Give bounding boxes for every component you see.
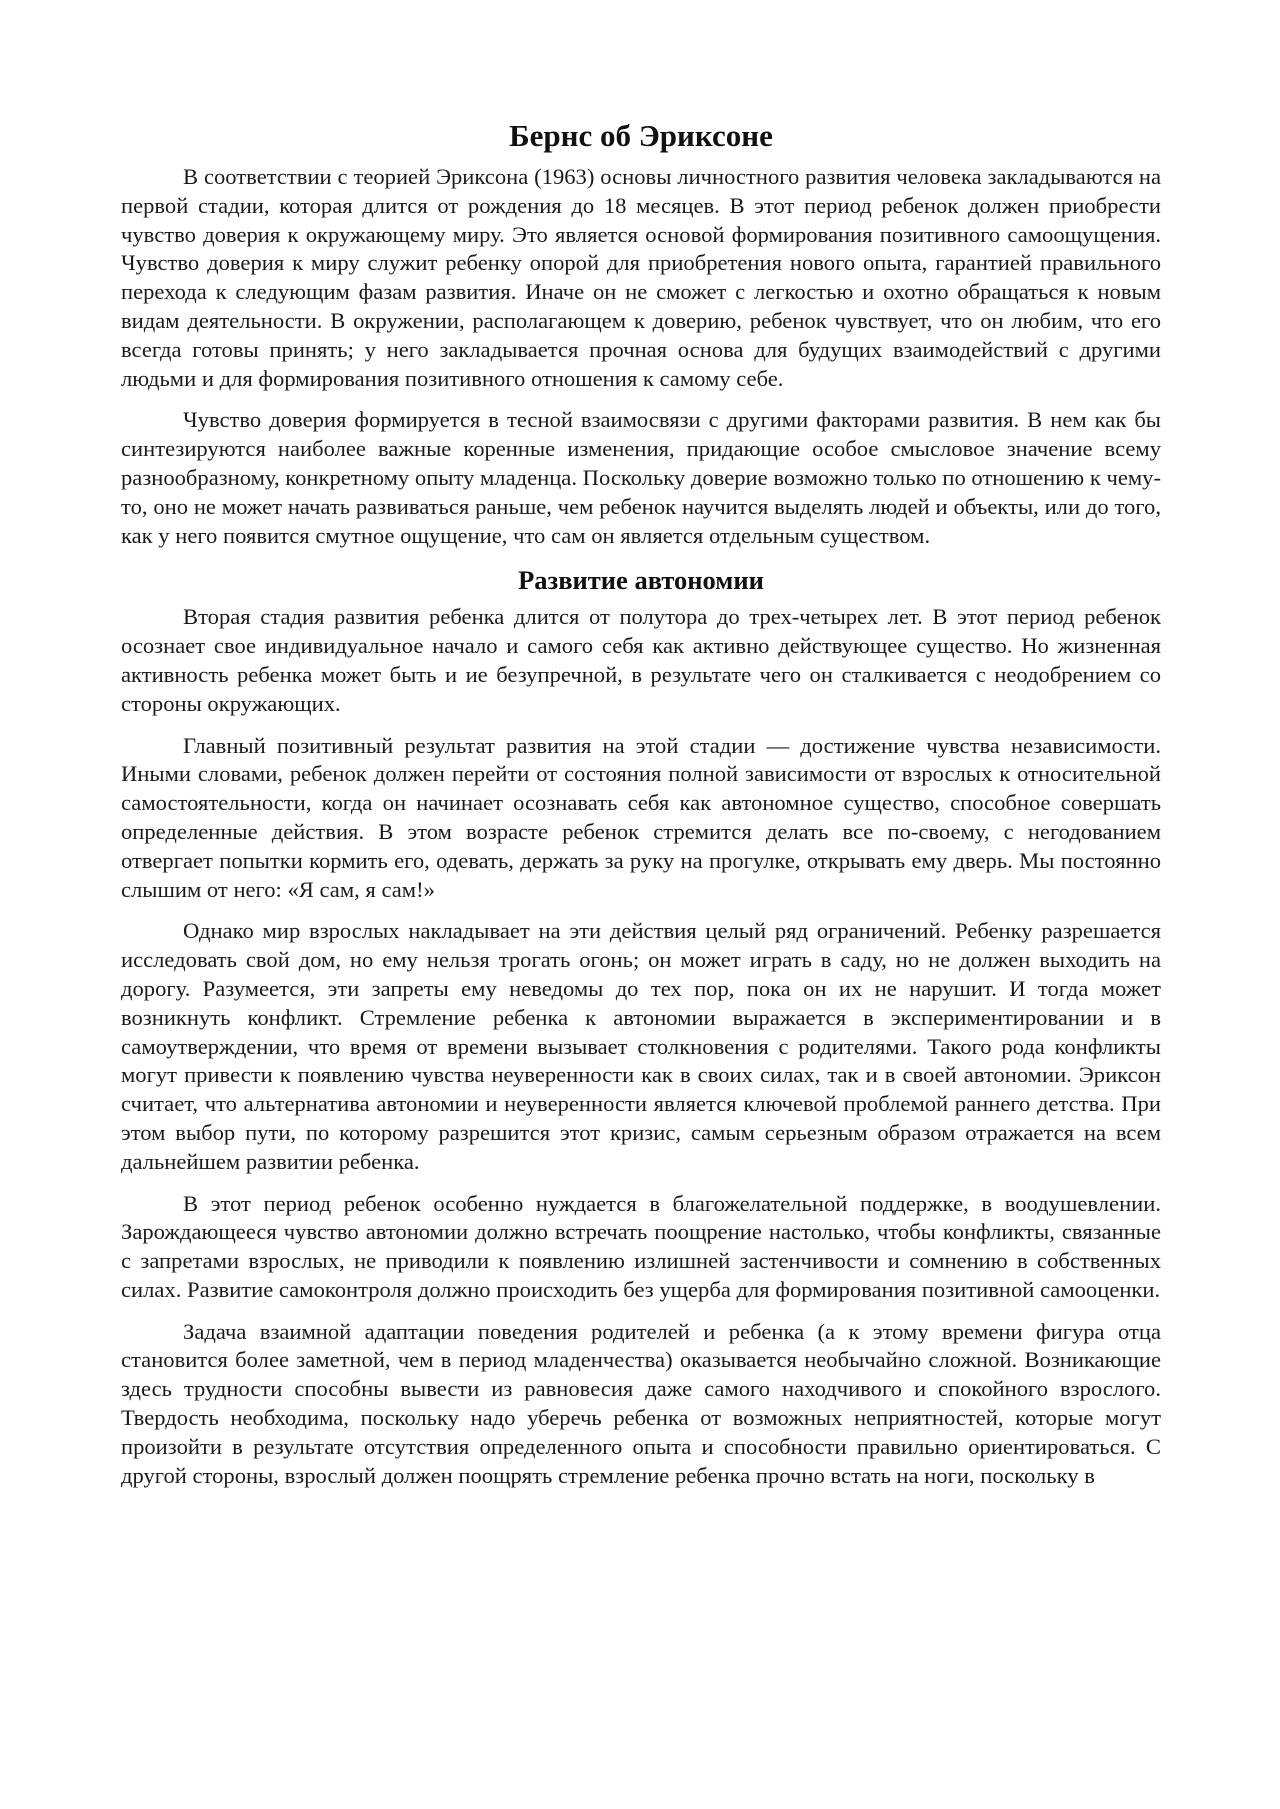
document-body xyxy=(121,116,1161,1490)
paragraph-restrictions: Однако мир взрослых накладывает на эти действия целый ряд ограничений. Ребенку разрешается исследовать свой дом, но ему нельзя трогать огонь; он может играть в саду, но не должен выходить на дорогу. Разумеется, эти запреты ему неведомы до тех пор, пока он их не нарушит. И тогда может возникнуть конфликт. Стремление ребенка к автономии выражается в экспериментировании и в самоутверждении, что время от времени вызывает столкновения с родителями. Такого рода конфликты могут привести к появлению чувства неуверенности как в своих силах, так и в своей автономии. Эриксон считает, что альтернатива автономии и неуверенности является ключевой проблемой раннего детства. При этом выбор пути, по которому разрешится этот кризис, самым серьезным образом отражается на всем дальнейшем развитии ребенка. xyxy=(121,918,1161,1174)
paragraph-second-stage: Вторая стадия развития ребенка длится от полутора до трех-четырех лет. В этот период ребенок осознает свое индивидуальное начало и самого себя как активно действующее существо. Но жизненная активность ребенка может быть и ие безупречной, в результате чего он сталкивается с неодобрением со стороны окружающих. xyxy=(121,604,1161,716)
paragraph-adaptation: Задача взаимной адаптации поведения родителей и ребенка (а к этому времени фигура отца становится более заметной, чем в период младенчества) оказывается необычайно сложной. Возникающие здесь трудности способны вывести из равновесия даже самого находчивого и спокойного взрослого. Твердость необходима, поскольку надо уберечь ребенка от возможных неприятностей, которые могут произойти в результате отсутствия определенного опыта и способности правильно ориентироваться. С другой стороны, взрослый должен поощрять стремление ребенка прочно встать на ноги, поскольку в xyxy=(121,1318,1161,1488)
document-title: Бернс об Эриксоне xyxy=(509,118,773,153)
paragraph-independence: Главный позитивный результат развития на этой стадии — достижение чувства независимости. Иными словами, ребенок должен перейти от состояния полной зависимости от взрослых к относительной самостоятельности, когда он начинает осознавать себя как автономное существо, способное совершать определенные действия. В этом возрасте ребенок стремится делать все по-своему, с негодованием отвергает попытки кормить его, одевать, держать за руку на прогулке, открывать ему дверь. Мы постоянно слышим от него: «Я сам, я сам!» xyxy=(121,732,1161,902)
section-heading-autonomy: Развитие автономии xyxy=(518,565,764,596)
paragraph-trust-formation: Чувство доверия формируется в тесной взаимосвязи с другими факторами развития. В нем как бы синтезируются наиболее важные коренные изменения, придающие особое смысловое значение всему разнообразному, конкретному опыту младенца. Поскольку доверие возможно только по отношению к чему-то, оно не может начать развиваться раньше, чем ребенок научится выделять людей и объекты, или до того, как у него появится смутное ощущение, что сам он является отдельным существом. xyxy=(121,407,1161,548)
paragraph-trust-stage: В соответствии с теорией Эриксона (1963) основы личностного развития человека закладываются на первой стадии, которая длится от рождения до 18 месяцев. В этот период ребенок должен приобрести чувство доверия к окружающему миру. Это является основой формирования позитивного самоощущения. Чувство доверия к миру служит ребенку опорой для приобретения нового опыта, гарантией правильного перехода к следующим фазам развития. Иначе он не сможет с легкостью и охотно обращаться к новым видам деятельности. В окружении, располагающем к доверию, ребенок чувствует, что он любим, что его всегда готовы принять; у него закладывается прочная основа для будущих взаимодействий с другими людьми и для формирования позитивного отношения к самому себе. xyxy=(121,164,1161,391)
paragraph-support: В этот период ребенок особенно нуждается в благожелательной поддержке, в воодушевлении. Зарождающееся чувство автономии должно встречать поощрение настолько, чтобы конфликты, связанные с запретами взрослых, не приводили к появлению излишней застенчивости и сомнению в собственных силах. Развитие самоконтроля должно происходить без ущерба для формирования позитивной самооценки. xyxy=(121,1190,1161,1302)
